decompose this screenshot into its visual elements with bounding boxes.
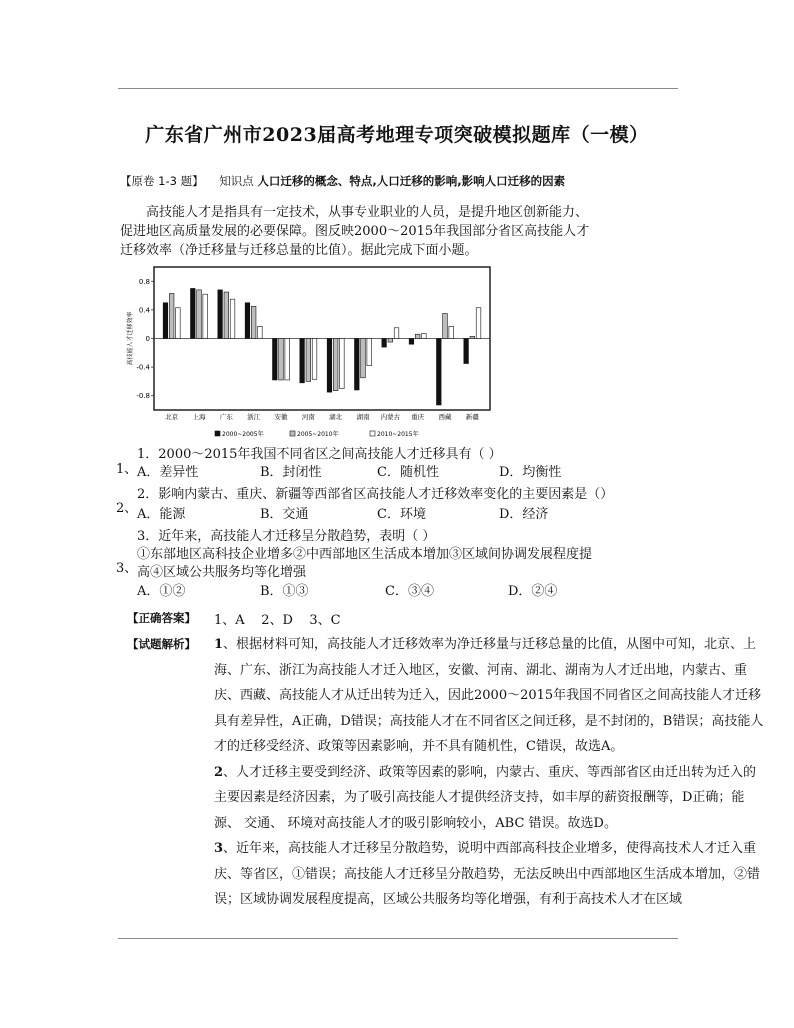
bar-河南-2010~2015年	[312, 339, 317, 380]
x-tick-label: 安徽	[274, 413, 288, 421]
q1-option-c[interactable]: C．随机性	[377, 465, 439, 480]
q2-option-c[interactable]: C．环境	[377, 507, 426, 522]
q2-option-d[interactable]: D．经济	[499, 507, 549, 522]
answer-label: 【正确答案】	[127, 611, 196, 625]
bar-北京-2000~2005年	[163, 303, 168, 339]
y-tick-label: 0.8	[138, 277, 150, 286]
bar-湖南-2000~2005年	[355, 339, 360, 390]
bar-河南-2000~2005年	[300, 339, 305, 383]
x-tick-label: 湖北	[329, 413, 343, 421]
bar-湖南-2005~2010年	[361, 339, 366, 378]
y-tick-label: -0.4	[136, 363, 150, 372]
q3-option-c[interactable]: C．③④	[385, 584, 434, 599]
bar-内蒙古-2005~2010年	[388, 339, 393, 343]
bar-重庆-2005~2010年	[415, 334, 420, 338]
bar-上海-2010~2015年	[203, 294, 208, 338]
x-tick-label: 湖南	[356, 413, 370, 421]
bar-重庆-2000~2005年	[409, 339, 414, 345]
knowledge-label: 知识点	[219, 174, 254, 188]
legend-label: 2005~2010年	[297, 431, 339, 438]
bar-湖北-2000~2005年	[327, 339, 332, 393]
x-tick-label: 内蒙古	[380, 413, 401, 421]
x-tick-label: 新疆	[465, 413, 479, 421]
bar-内蒙古-2000~2005年	[382, 339, 387, 348]
explanation-label: 【试题解析】	[127, 637, 196, 651]
question-1-number: 1、	[116, 462, 138, 477]
bar-河南-2005~2010年	[306, 339, 311, 382]
legend-label: 2000~2005年	[222, 431, 264, 438]
bar-上海-2000~2005年	[191, 288, 196, 338]
knowledge-points: 人口迁移的概念、特点,人口迁移的影响,影响人口迁移的因素	[257, 174, 566, 188]
question-3-text: 3．近年来，高技能人才迁移呈分散趋势，表明（ ）	[137, 529, 436, 544]
bar-湖北-2010~2015年	[340, 339, 345, 389]
q3-option-a[interactable]: A．①②	[137, 584, 186, 599]
bar-西藏-2000~2005年	[437, 339, 442, 405]
bar-上海-2005~2010年	[197, 290, 202, 339]
explanation-item-2: 2、人才迁移主要受到经济、政策等因素的影响，内蒙古、重庆、等西部省区由迁出转为迁入的主要因素是经济因素，为了吸引高技能人才提供经济支持，如丰厚的薪资报酬等，D正确；能源、 交通、 环境对高技能人才的吸引影响较小，ABC 错误。故选D。	[214, 764, 757, 831]
bar-内蒙古-2010~2015年	[394, 328, 399, 339]
bar-新疆-2000~2005年	[464, 339, 469, 364]
bar-湖南-2010~2015年	[367, 339, 372, 366]
bar-浙江-2005~2010年	[251, 306, 256, 338]
x-tick-label: 上海	[192, 413, 206, 421]
bar-重庆-2010~2015年	[422, 333, 427, 338]
q1-option-d[interactable]: D．均衡性	[499, 465, 562, 480]
x-tick-label: 河南	[301, 413, 315, 421]
x-tick-label: 广东	[219, 413, 233, 421]
material-intro	[120, 203, 590, 260]
bar-广东-2010~2015年	[230, 299, 235, 338]
answer-text: 1、A 2、D 3、C	[214, 613, 341, 628]
y-tick-label: 0	[145, 335, 150, 343]
y-tick-label: 0.4	[138, 306, 150, 315]
explanation-item-3: 3、近年来，高技能人才迁移呈分散趋势，说明中西部高科技企业增多，使得高技术人才迁入重庆、等省区，①错误；高技能人才迁移呈分散趋势，无法反映出中西部地区生活成本增加，②错误；区域协调发展程度提高，区域公共服务均等化增强，有利于高技术人才在区域	[214, 841, 761, 907]
q2-option-b[interactable]: B．交通	[260, 507, 309, 522]
bar-西藏-2010~2015年	[449, 326, 454, 338]
legend-swatch	[215, 431, 220, 436]
y-axis-label: 高技能人才迁移效率	[127, 311, 134, 366]
question-3-statements-line1: ①东部地区高科技企业增多②中西部地区生活成本增加③区域间协调发展程度提	[137, 547, 593, 562]
bar-浙江-2000~2005年	[245, 303, 250, 339]
top-rule	[118, 88, 678, 89]
bar-新疆-2010~2015年	[476, 308, 481, 339]
question-2-text: 2．影响内蒙古、重庆、新疆等西部省区高技能人才迁移效率变化的主要因素是（）	[137, 487, 614, 502]
migration-efficiency-chart	[120, 264, 500, 444]
explanation-body	[214, 632, 766, 913]
bar-西藏-2005~2010年	[443, 313, 448, 338]
bar-安徽-2005~2010年	[279, 339, 284, 380]
q2-option-a[interactable]: A．能源	[137, 507, 186, 522]
q3-option-b[interactable]: B．①③	[260, 584, 309, 599]
y-tick-label: -0.8	[136, 392, 150, 401]
x-tick-label: 浙江	[247, 413, 261, 421]
x-tick-label: 重庆	[411, 413, 425, 421]
question-2-number: 2、	[116, 501, 138, 516]
bar-浙江-2010~2015年	[258, 326, 263, 338]
q1-option-a[interactable]: A．差异性	[137, 465, 199, 480]
bottom-rule	[118, 938, 678, 939]
question-3-statements-line2: 高④区域公共服务均等化增强	[137, 565, 307, 580]
legend-swatch	[290, 431, 295, 436]
bar-安徽-2000~2005年	[273, 339, 278, 380]
intro-text: 高技能人才是指具有一定技术，从事专业职业的人员，是提升地区创新能力、促进地区高质量发展的必要保障。图反映2000～2015年我国部分省区高技能人才迁移效率（净迁移量与迁移总量的比值）。据此完成下面小题。	[120, 205, 590, 258]
x-tick-label: 西藏	[438, 413, 452, 421]
x-tick-label: 北京	[165, 413, 179, 421]
question-meta	[120, 173, 565, 189]
bar-广东-2005~2010年	[224, 292, 229, 338]
question-3-number: 3、	[116, 561, 138, 576]
question-range-tag: 【原卷 1-3 题】	[120, 174, 204, 188]
q3-option-d[interactable]: D．②④	[508, 584, 558, 599]
bar-新疆-2005~2010年	[470, 336, 475, 338]
bar-北京-2005~2010年	[169, 293, 174, 338]
explanation-item-1: 1、根据材料可知，高技能人才迁移效率为净迁移量与迁移总量的比值，从图中可知，北京、上海、广东、浙江为高技能人才迁入地区，安徽、河南、湖北、湖南为人才迁出地，内蒙古、重庆、西藏、高技能人才从迁出转为迁入，因此2000～2015年我国不同省区之间高技能人才迁移具有差异性，A正确，D错误；高技能人才在不同省区之间迁移，是不封闭的，B错误；高技能人才的迁移受经济、政策等因素影响，并不具有随机性，C错误，故选A。	[214, 637, 764, 754]
page-title: 广东省广州市2023届高考地理专项突破模拟题库（一模）	[145, 124, 649, 146]
bar-北京-2010~2015年	[176, 308, 181, 339]
legend-swatch	[370, 431, 375, 436]
question-1-text: 1．2000～2015年我国不同省区之间高技能人才迁移具有（ ）	[137, 447, 502, 462]
q1-option-b[interactable]: B．封闭性	[260, 465, 322, 480]
bar-安徽-2010~2015年	[285, 339, 290, 380]
legend-label: 2010~2015年	[377, 431, 419, 438]
bar-湖北-2005~2010年	[333, 339, 338, 391]
bar-广东-2000~2005年	[218, 290, 223, 339]
